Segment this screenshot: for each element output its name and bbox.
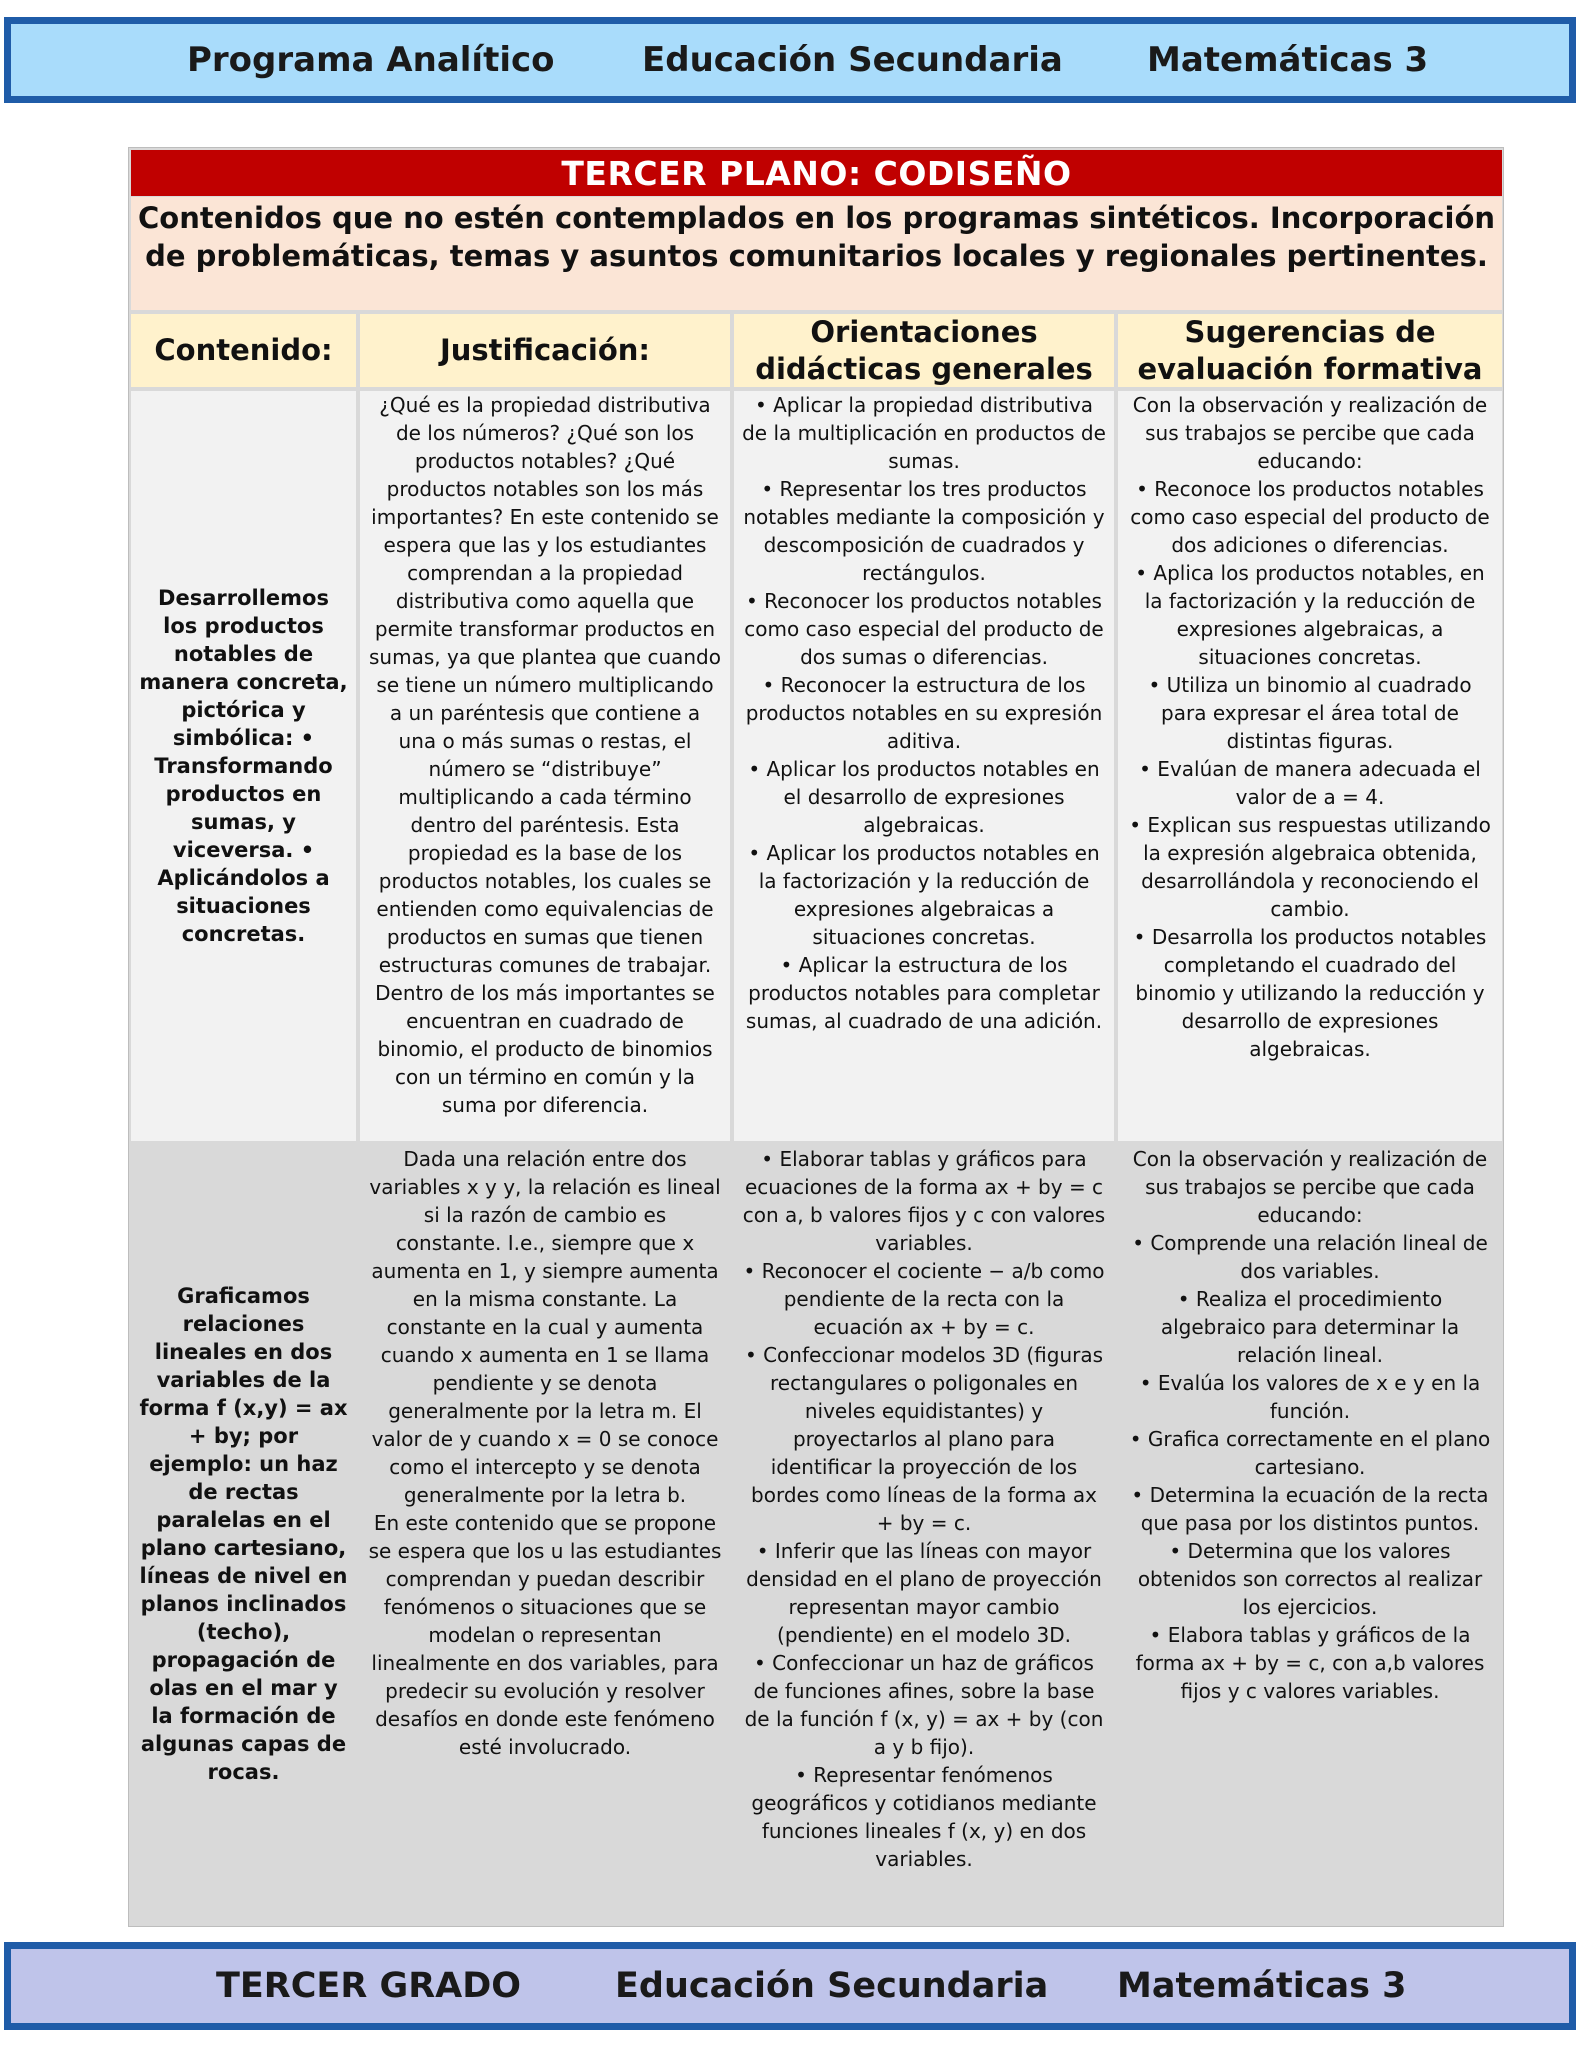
sugerencia-item: Con la observación y realización de sus trabajos se percibe que cada educando: bbox=[1132, 393, 1488, 473]
column-header-justificacion: Justificación: bbox=[360, 314, 730, 387]
column-header-sugerencias: Sugerencias de evaluación formativa bbox=[1118, 314, 1502, 387]
table-subtitle: Contenidos que no estén contemplados en los programas sintéticos. Incorporación de problemáticas, temas y asuntos comunitarios locales y regionales pertinentes. bbox=[131, 197, 1502, 310]
sugerencia-item: • Determina que los valores obtenidos son correctos al realizar los ejercicios. bbox=[1137, 1539, 1483, 1619]
sugerencia-item: • Realiza el procedimiento algebraico para determinar la relación lineal. bbox=[1160, 1287, 1460, 1367]
contenido-text: Desarrollemos los productos notables de manera concreta, pictórica y simbólica: • Transformando productos en sumas, y viceversa. • Aplicándolos a situaciones concretas. bbox=[139, 586, 348, 946]
orientacion-item: • Representar los tres productos notables mediante la composición y descomposición de cuadrados y rectángulos. bbox=[743, 477, 1105, 585]
banner-grade-label: TERCER GRADO bbox=[216, 1966, 522, 2006]
orientacion-item: • Confeccionar un haz de gráficos de funciones afines, sobre la base de la función f (x, y) = ax + by (con a y b fijo). bbox=[744, 1651, 1104, 1759]
orientacion-item: • Aplicar la propiedad distributiva de la multiplicación en productos de sumas. bbox=[742, 393, 1106, 473]
orientacion-item: • Reconocer el cociente − a/b como pendiente de la recta con la ecuación ax + by = c. bbox=[743, 1259, 1105, 1339]
sugerencia-item: • Evalúa los valores de x e y en la función. bbox=[1139, 1371, 1481, 1423]
justificacion-text: ¿Qué es la propiedad distributiva de los números? ¿Qué son los productos notables? ¿Qué productos notables son los más importantes? En este contenido se espera que las y los estudiantes comprendan a la propiedad distributiva como aquella que permite transformar productos en sumas, ya que plantea que cuando se tiene un número multiplicando a un paréntesis que contiene a una o más sumas o restas, el número se “distribuye” multiplicando a cada término dentro del paréntesis. Esta propiedad es la base de los productos notables, los cuales se entienden como equivalencias de productos en sumas que tienen estructuras comunes de trabajar. Dentro de los más importantes se encuentran en cuadrado de binomio, el producto de binomios con un término en común y la suma por diferencia. bbox=[369, 393, 721, 1117]
bottom-banner bbox=[4, 1942, 1576, 2030]
justificacion-text: Dada una relación entre dos variables x y y, la relación es lineal si la razón de cambio es constante. I.e., siempre que x aumenta en 1, y siempre aumenta en la misma constante. La constante en la cual y aumenta cuando x aumenta en 1 se llama pendiente y se denota generalmente por la letra m. El valor de y cuando x = 0 se conoce como el intercepto y se denota generalmente por la letra b. bbox=[369, 1147, 721, 1507]
table-row-2-justificacion bbox=[360, 1145, 730, 1923]
table-row-2-sugerencias bbox=[1118, 1145, 1502, 1923]
banner-subject-label: Matemáticas 3 bbox=[1147, 40, 1429, 80]
justificacion-text: En este contenido que se propone se espera que los u las estudiantes comprendan y puedan describir fenómenos o situaciones que se modelan o representan linealmente en dos variables, para predecir su evolución y resolver desafíos en donde este fenómeno esté involucrado. bbox=[368, 1511, 722, 1759]
sugerencia-item: • Utiliza un binomio al cuadrado para expresar el área total de distintas figuras. bbox=[1148, 673, 1472, 753]
column-header-contenido: Contenido: bbox=[131, 314, 356, 387]
banner-subject-label: Matemáticas 3 bbox=[1117, 1966, 1407, 2006]
table-row-2-orientaciones bbox=[734, 1145, 1114, 1923]
orientacion-item: • Reconocer los productos notables como caso especial del producto de dos sumas o diferencias. bbox=[744, 589, 1104, 669]
sugerencia-item: • Grafica correctamente en el plano cartesiano. bbox=[1129, 1427, 1491, 1479]
sugerencia-item: • Explican sus respuestas utilizando la expresión algebraica obtenida, desarrollándola y reconociendo el cambio. bbox=[1129, 813, 1491, 921]
orientacion-item: • Confeccionar modelos 3D (figuras rectangulares o poligonales en niveles equidistantes) y proyectarlos al plano para identificar la proyección de los bordes como líneas de la forma ax + by = c. bbox=[744, 1343, 1104, 1535]
orientacion-item: • Aplicar la estructura de los productos notables para completar sumas, al cuadrado de una adición. bbox=[745, 953, 1103, 1033]
banner-program-label: Programa Analítico bbox=[187, 40, 555, 80]
sugerencia-item: • Aplica los productos notables, en la factorización y la reducción de expresiones algebraicas, a situaciones concretas. bbox=[1135, 561, 1485, 669]
contenido-text: Graficamos relaciones lineales en dos variables de la forma f (x,y) = ax + by; por ejemplo: un haz de rectas paralelas en el plano cartesiano, líneas de nivel en planos inclinados (techo), propagación de olas en el mar y la formación de algunas capas de rocas. bbox=[139, 1284, 348, 1784]
table-row-1-justificacion bbox=[360, 391, 730, 1141]
table-row-1-sugerencias bbox=[1118, 391, 1502, 1141]
banner-level-label: Educación Secundaria bbox=[642, 40, 1063, 80]
table-row-1-orientaciones bbox=[734, 391, 1114, 1141]
sugerencia-item: • Elabora tablas y gráficos de la forma ax + by = c, con a,b valores fijos y c valores variables. bbox=[1135, 1623, 1485, 1703]
banner-level-label: Educación Secundaria bbox=[615, 1966, 1049, 2006]
table-row-1-contenido bbox=[131, 391, 356, 1141]
sugerencia-item: Con la observación y realización de sus trabajos se percibe que cada educando: bbox=[1132, 1147, 1488, 1227]
orientacion-item: • Inferir que las líneas con mayor densidad en el plano de proyección representan mayor cambio (pendiente) en el modelo 3D. bbox=[746, 1539, 1102, 1647]
orientacion-item: • Representar fenómenos geográficos y cotidianos mediante funciones lineales f (x, y) en dos variables. bbox=[751, 1763, 1097, 1871]
top-banner bbox=[4, 17, 1576, 103]
orientacion-item: • Aplicar los productos notables en el desarrollo de expresiones algebraicas. bbox=[748, 757, 1100, 837]
orientacion-item: • Aplicar los productos notables en la factorización y la reducción de expresiones algebraicas a situaciones concretas. bbox=[748, 841, 1100, 949]
sugerencia-item: • Reconoce los productos notables como caso especial del producto de dos adiciones o diferencias. bbox=[1130, 477, 1490, 557]
table-row-2-contenido bbox=[131, 1145, 356, 1923]
sugerencia-item: • Desarrolla los productos notables completando el cuadrado del binomio y utilizando la reducción y desarrollo de expresiones algebraicas. bbox=[1133, 925, 1487, 1061]
column-header-orientaciones: Orientaciones didácticas generales bbox=[734, 314, 1114, 387]
orientacion-item: • Reconocer la estructura de los productos notables en su expresión aditiva. bbox=[745, 673, 1103, 753]
codesign-table bbox=[128, 147, 1504, 1927]
sugerencia-item: • Determina la ecuación de la recta que pasa por los distintos puntos. bbox=[1131, 1483, 1489, 1535]
table-title: TERCER PLANO: CODISEÑO bbox=[131, 150, 1502, 196]
sugerencia-item: • Comprende una relación lineal de dos variables. bbox=[1132, 1231, 1488, 1283]
sugerencia-item: • Evalúan de manera adecuada el valor de a = 4. bbox=[1139, 757, 1481, 809]
orientacion-item: • Elaborar tablas y gráficos para ecuaciones de la forma ax + by = c con a, b valores fijos y c con valores variables. bbox=[742, 1147, 1106, 1255]
